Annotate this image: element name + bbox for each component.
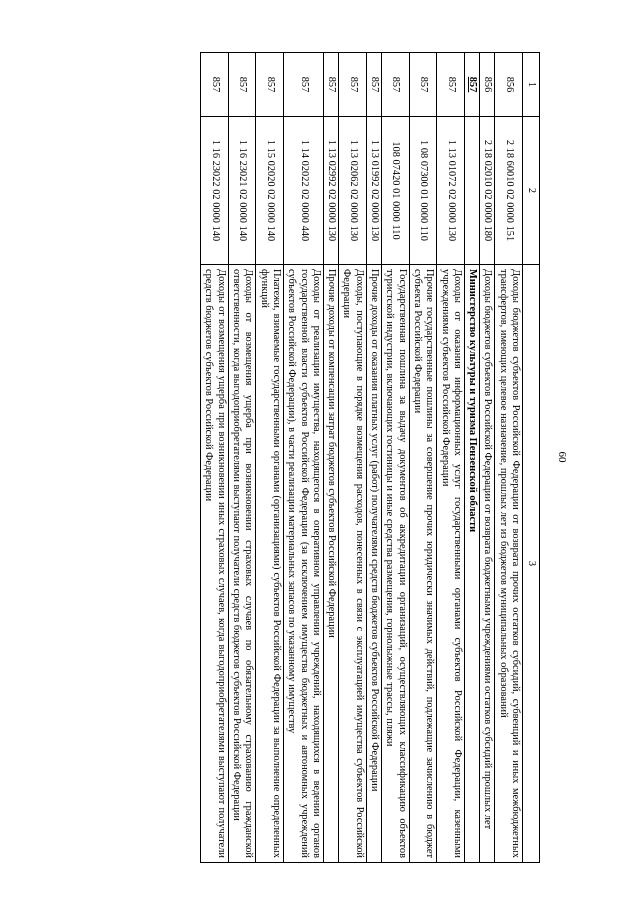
description-cell: Прочие государственные пошлины за совершение прочих юридически значимых действий, подлежащие зачислению в бюджет субъекта Российской Федерации <box>409 265 437 863</box>
budget-code-cell <box>464 117 479 265</box>
admin-code-cell: 857 <box>228 53 256 117</box>
budget-code-cell: 1 13 02992 02 0000 130 <box>323 117 338 265</box>
budget-code-cell: 1 16 23021 02 0000 140 <box>228 117 256 265</box>
table-row <box>464 53 479 863</box>
admin-code-cell: 857 <box>201 53 229 117</box>
table-row <box>228 53 256 863</box>
admin-code-cell: 857 <box>382 53 410 117</box>
admin-code-cell: 856 <box>480 53 495 117</box>
table-row <box>339 53 367 863</box>
budget-code-cell: 2 18 02010 02 0000 180 <box>480 117 495 265</box>
admin-code-cell: 857 <box>409 53 437 117</box>
budget-code-cell: 108 07420 01 0000 110 <box>382 117 410 265</box>
description-cell: Прочие доходы от оказания платных услуг (работ) получателями средств бюджетов субъектов Российской Федерации <box>366 265 381 863</box>
header-col-2: 2 <box>523 117 540 265</box>
admin-code-cell: 857 <box>464 53 479 117</box>
budget-code-cell: 1 15 02020 02 0000 140 <box>256 117 284 265</box>
table-header-row <box>523 53 540 863</box>
admin-code-cell: 857 <box>256 53 284 117</box>
budget-code-cell: 1 13 01072 02 0000 130 <box>437 117 465 265</box>
description-cell: Доходы, поступающие в порядке возмещения расходов, понесенных в связи с эксплуатацией имущества субъектов Российской Федерации <box>339 265 367 863</box>
description-cell: Доходы от возмещения ущерба при возникновении иных страховых случаев, когда выгодоприобретателями выступают получатели средств бюджетов субъектов Российской Федерации <box>201 265 229 863</box>
header-col-3: 3 <box>523 265 540 863</box>
table-row <box>201 53 229 863</box>
table-row <box>256 53 284 863</box>
budget-code-cell: 2 18 60010 02 0000 151 <box>495 117 523 265</box>
table-row <box>480 53 495 863</box>
table-row <box>409 53 437 863</box>
description-cell: Прочие доходы от компенсации затрат бюджетов субъектов Российской Федерации <box>323 265 338 863</box>
table-row <box>495 53 523 863</box>
budget-code-cell: 1 13 01992 02 0000 130 <box>366 117 381 265</box>
description-cell: Доходы бюджетов субъектов Российской Федерации от возврата бюджетными учреждениями остатков субсидий прошлых лет <box>480 265 495 863</box>
description-cell: Доходы от реализации имущества, находящегося в оперативном управлении учреждений, находящихся в ведении органов государственной власти субъектов Российской Федерации (за исключением имущества бюджетных и автономных учреждений субъектов Российской Федерации), в части реализации материальных запасов по указанному имуществу <box>283 265 323 863</box>
page-number: 60 <box>556 451 568 463</box>
description-cell: Доходы от возмещения ущерба при возникновении страховых случаев по обязательному страхованию гражданской ответственности, когда выгодоприобретателями выступают получатели средств бюджетов субъектов Российской Федерации <box>228 265 256 863</box>
table-body <box>201 53 523 863</box>
admin-code-cell: 857 <box>437 53 465 117</box>
description-cell: Министерство культуры и туризма Пензенской области <box>464 265 479 863</box>
admin-code-cell: 857 <box>366 53 381 117</box>
admin-code-cell: 856 <box>495 53 523 117</box>
header-col-1: 1 <box>523 53 540 117</box>
table-row <box>437 53 465 863</box>
budget-code-cell: 1 14 02022 02 0000 440 <box>283 117 323 265</box>
admin-code-cell: 857 <box>323 53 338 117</box>
table-row <box>323 53 338 863</box>
budget-code-cell: 1 08 07300 01 0000 110 <box>409 117 437 265</box>
description-cell: Доходы от оказания информационных услуг государственными органами субъектов Российской Федерации, казенными учреждениями субъектов Российской Федерации <box>437 265 465 863</box>
table-row <box>283 53 323 863</box>
description-cell: Платежи, взимаемые государственными органами (организациями) субъектов Российской Федерации за выполнение определенных функций <box>256 265 284 863</box>
admin-code-cell: 857 <box>283 53 323 117</box>
budget-code-cell: 1 13 02062 02 0000 130 <box>339 117 367 265</box>
description-cell: Доходы бюджетов субъектов Российской Федерации от возврата прочих остатков субсидий, субвенций и иных межбюджетных трансфертов, имеющих целевое назначение, прошлых лет из бюджетов муниципальных образований <box>495 265 523 863</box>
admin-code-cell: 857 <box>339 53 367 117</box>
table-row <box>382 53 410 863</box>
table-row <box>366 53 381 863</box>
budget-code-cell: 1 16 23022 02 0000 140 <box>201 117 229 265</box>
revenue-codes-table <box>200 52 540 863</box>
rotated-page-content <box>84 52 568 862</box>
description-cell: Государственная пошлина за выдачу документов об аккредитации организаций, осуществляющих классификацию объектов туристской индустрии, включающих гостиницы и иные средства размещения, горнолыжные трассы, пляжи <box>382 265 410 863</box>
